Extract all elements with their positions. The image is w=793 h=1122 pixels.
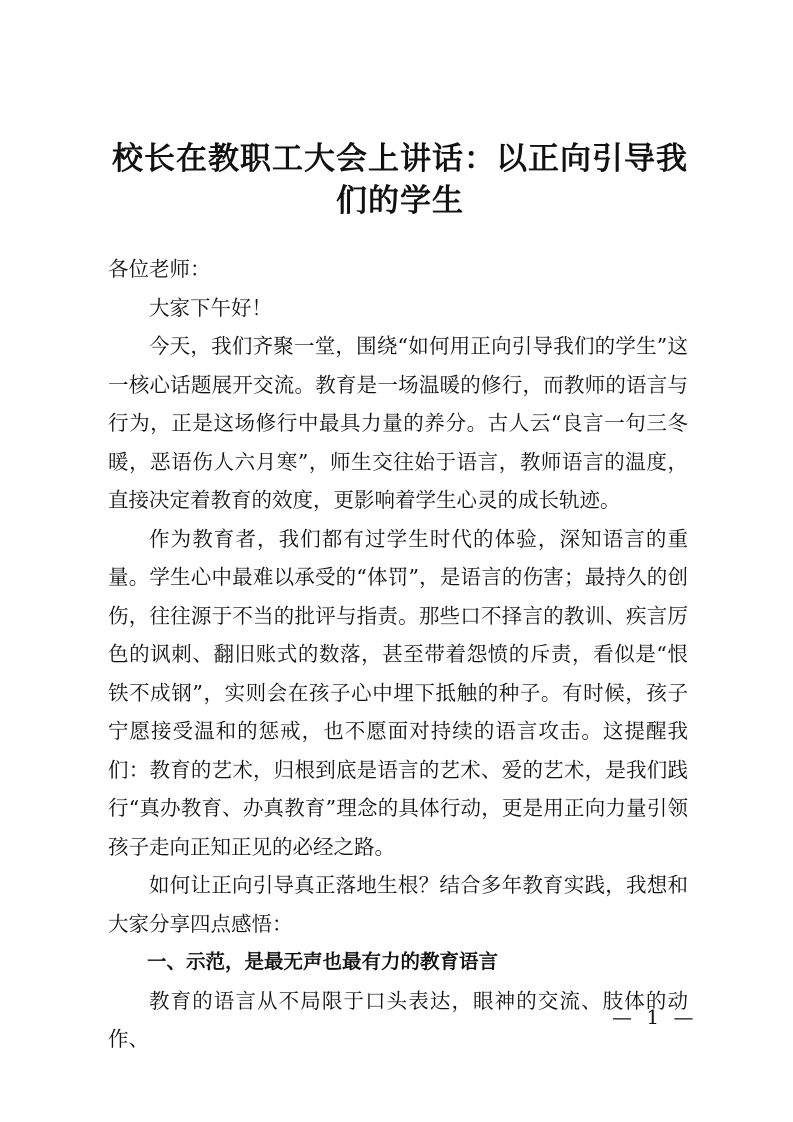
document-body <box>108 250 688 1059</box>
paragraph: 今天，我们齐聚一堂，围绕“如何用正向引导我们的学生”这一核心话题展开交流。教育是一场温暖的修行，而教师的语言与行为，正是这场修行中最具力量的养分。古人云“良言一句三冬暖，恶语伤人六月寒”，师生交往始于语言，教师语言的温度，直接决定着教育的效度，更影响着学生心灵的成长轨迹。 <box>108 334 688 512</box>
paragraph: 教育的语言从不局限于口头表达，眼神的交流、肢体的动作、 <box>108 988 688 1051</box>
page-number: — 1 — <box>612 1005 698 1029</box>
greeting: 大家下午好！ <box>149 295 272 320</box>
paragraph: 作为教育者，我们都有过学生时代的体验，深知语言的重量。学生心中最难以承受的“体罚”，是语言的伤害；最持久的创伤，往往源于不当的批评与指责。那些口不择言的教训、疾言厉色的讽刺、翻旧账式的数落，甚至带着怨愤的斥责，看似是“恨铁不成钢”，实则会在孩子心中埋下抵触的种子。有时候，孩子宁愿接受温和的惩戒，也不愿面对持续的语言攻击。这提醒我们：教育的艺术，归根到底是语言的艺术、爱的艺术，是我们践行“真办教育、办真教育”理念的具体行动，更是用正向力量引领孩子走向正知正见的必经之路。 <box>108 526 688 859</box>
paragraph: 如何让正向引导真正落地生根？结合多年教育实践，我想和大家分享四点感悟： <box>108 873 688 936</box>
section-heading: 一、示范，是最无声也最有力的教育语言 <box>147 950 499 973</box>
salutation: 各位老师： <box>108 257 211 281</box>
document-title: 校长在教职工大会上讲话：以正向引导我们的学生 <box>112 141 688 219</box>
